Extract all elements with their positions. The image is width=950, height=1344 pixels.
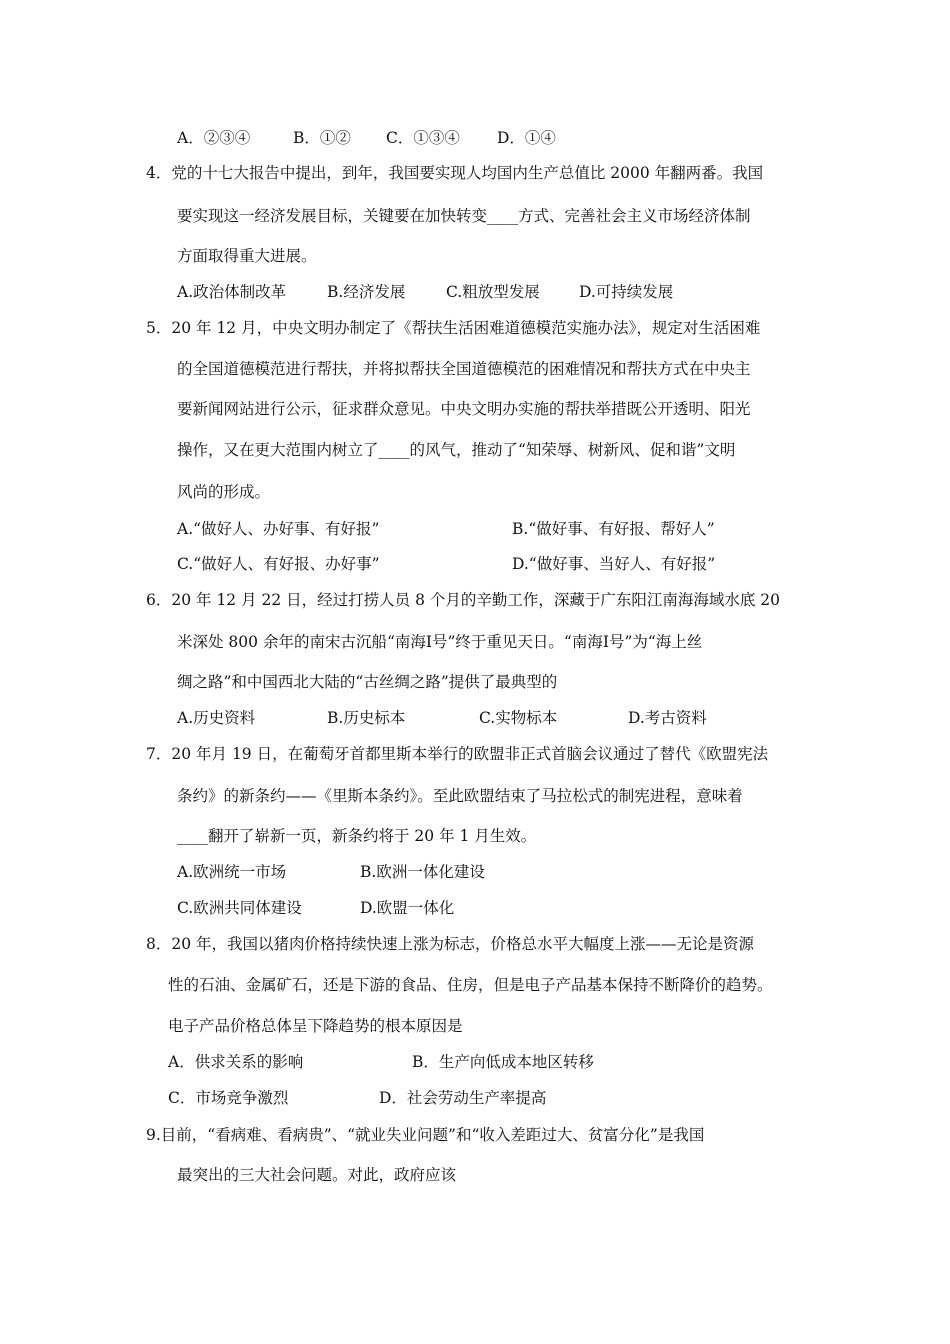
q6-option-c: C.实物标本 xyxy=(479,709,558,727)
q3-option-d: D．①④ xyxy=(497,129,556,147)
q6-question-line: 米深处 800 余年的南宋古沉船“南海Ⅰ号”终于重见天日。“南海Ⅰ号”为“海上丝 xyxy=(177,633,703,651)
q9-question-line: 最突出的三大社会问题。对此，政府应该 xyxy=(177,1166,457,1184)
q9-question-line: 9.目前，“看病难、看病贵”、“就业失业问题”和“收入差距过大、贫富分化”是我国 xyxy=(146,1126,705,1144)
q4-option-d: D.可持续发展 xyxy=(579,283,674,301)
q4-option-b: B.经济发展 xyxy=(327,283,406,301)
q4-question-line: 要实现这一经济发展目标，关键要在加快转变____方式、完善社会主义市场经济体制 xyxy=(177,207,751,225)
q7-option-a: A.欧洲统一市场 xyxy=(177,863,287,881)
q3-option-c: C．①③④ xyxy=(386,129,460,147)
q3-option-a: A．②③④ xyxy=(177,129,251,147)
q7-option-d: D.欧盟一体化 xyxy=(360,899,455,917)
q6-option-d: D.考古资料 xyxy=(628,709,707,727)
q5-question-line: 5．20 年 12 月，中央文明办制定了《帮扶生活困难道德模范实施办法》，规定对生活困难 xyxy=(146,319,761,337)
q7-question-line: ____翻开了崭新一页，新条约将于 20 年 1 月生效。 xyxy=(177,827,537,845)
q4-option-a: A.政治体制改革 xyxy=(177,283,287,301)
q7-question-line: 条约》的新条约——《里斯本条约》。至此欧盟结束了马拉松式的制宪进程，意味着 xyxy=(177,787,743,805)
q5-question-line: 要新闻网站进行公示，征求群众意见。中央文明办实施的帮扶举措既公开透明、阳光 xyxy=(177,400,751,418)
q3-option-b: B．①② xyxy=(293,129,351,147)
q4-question-line: 4．党的十七大报告中提出，到年，我国要实现人均国内生产总值比 2000 年翻两番。我国 xyxy=(146,164,764,182)
q5-option-a: A.“做好人、办好事、有好报” xyxy=(177,520,380,538)
q8-option-c: C．市场竞争激烈 xyxy=(168,1089,289,1107)
q8-question-line: 8．20 年，我国以猪肉价格持续快速上涨为标志，价格总水平大幅度上涨——无论是资源 xyxy=(146,935,755,953)
q6-question-line: 6．20 年 12 月 22 日，经过打捞人员 8 个月的辛勤工作，深藏于广东阳江南海海域水底 20 xyxy=(146,591,781,609)
q8-option-a: A．供求关系的影响 xyxy=(168,1053,304,1071)
q8-question-line: 电子产品价格总体呈下降趋势的根本原因是 xyxy=(168,1017,463,1035)
q4-option-c: C.粗放型发展 xyxy=(446,283,540,301)
q8-question-line: 性的石油、金属矿石，还是下游的食品、住房，但是电子产品基本保持不断降价的趋势。 xyxy=(168,976,773,994)
q7-option-b: B.欧洲一体化建设 xyxy=(360,863,485,881)
q7-question-line: 7．20 年月 19 日，在葡萄牙首都里斯本举行的欧盟非正式首脑会议通过了替代《欧盟宪法 xyxy=(146,745,769,763)
q5-question-line: 的全国道德模范进行帮扶，并将拟帮扶全国道德模范的困难情况和帮扶方式在中央主 xyxy=(177,360,751,378)
q8-option-b: B．生产向低成本地区转移 xyxy=(412,1053,594,1071)
q8-option-d: D．社会劳动生产率提高 xyxy=(379,1089,547,1107)
q6-question-line: 绸之路”和中国西北大陆的“古丝绸之路”提供了最典型的 xyxy=(177,673,558,691)
q5-question-line: 风尚的形成。 xyxy=(177,483,271,501)
q5-option-b: B.“做好事、有好报、帮好人” xyxy=(512,520,715,538)
q5-option-c: C.“做好人、有好报、办好事” xyxy=(177,555,380,573)
q6-option-a: A.历史资料 xyxy=(177,709,256,727)
q5-question-line: 操作，又在更大范围内树立了____的风气，推动了“知荣辱、树新风、促和谐”文明 xyxy=(177,441,736,459)
q4-question-line: 方面取得重大进展。 xyxy=(177,247,317,265)
q6-option-b: B.历史标本 xyxy=(327,709,406,727)
q5-option-d: D.“做好事、当好人、有好报” xyxy=(512,555,716,573)
q7-option-c: C.欧洲共同体建设 xyxy=(177,899,302,917)
